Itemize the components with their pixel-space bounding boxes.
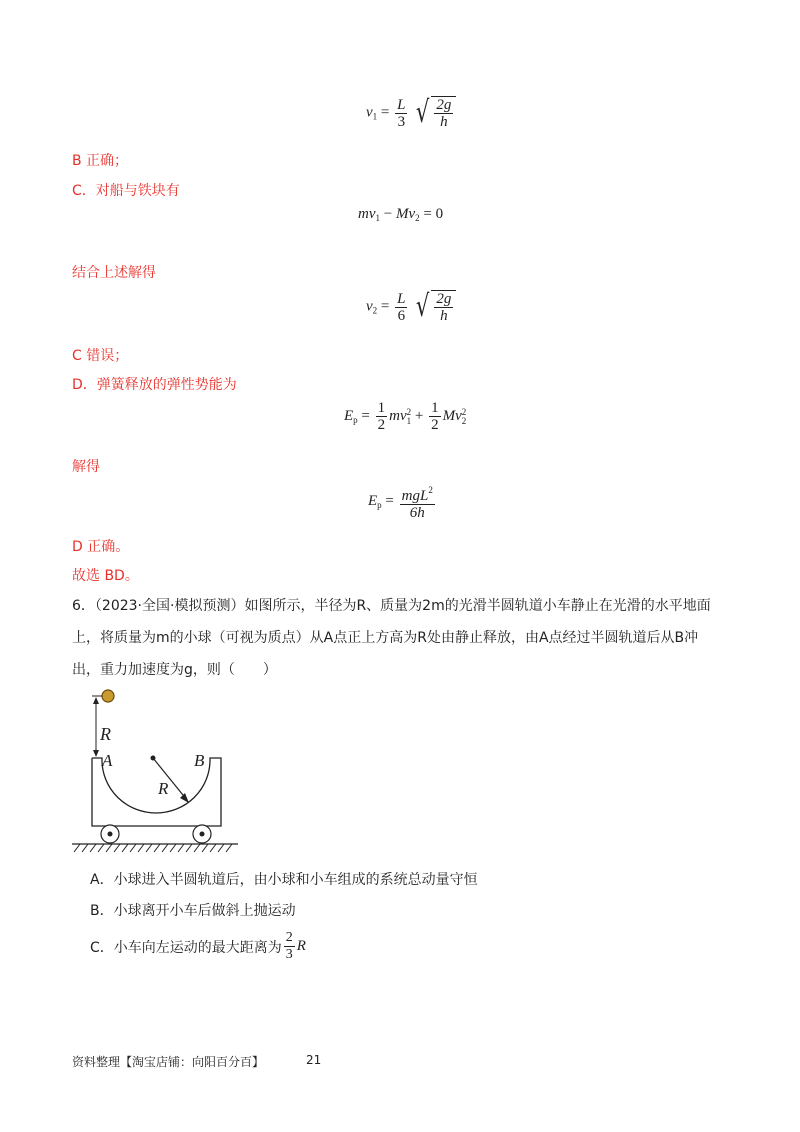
eq-en-half-1-num: 1 bbox=[377, 400, 386, 416]
eq-en-Mv: Mv bbox=[442, 407, 462, 424]
option-b: B．小球离开小车后做斜上抛运动 bbox=[90, 903, 296, 919]
option-c-fraction bbox=[284, 930, 295, 963]
eq-v1-sub: 1 bbox=[372, 111, 378, 122]
eq-v1-sqrt-den: h bbox=[440, 114, 448, 130]
eq-v2-sqrt-den: h bbox=[440, 308, 448, 324]
eq-en-v2-sub: 2 bbox=[461, 415, 467, 426]
eq-en-v2-sup: 2 bbox=[461, 406, 467, 417]
option-c-num: 2 bbox=[285, 930, 293, 945]
eq-v1-equals: = bbox=[380, 104, 390, 121]
eq-en-half-2 bbox=[429, 400, 441, 433]
line-answer: 故选 BD。 bbox=[72, 568, 139, 584]
option-c bbox=[90, 930, 306, 963]
eq-v2-lhs: v bbox=[366, 298, 373, 315]
eq-ep-E: E bbox=[368, 492, 378, 509]
ground-hatch bbox=[74, 844, 232, 852]
arrow-head-up bbox=[93, 697, 99, 704]
equation-ep bbox=[368, 482, 437, 521]
label-R-height: R bbox=[100, 724, 111, 744]
eq-v2-sub: 2 bbox=[372, 305, 378, 316]
ball bbox=[102, 690, 114, 702]
eq-v2-sqrt: √ $\frac{2g}{h}$ bbox=[413, 290, 456, 324]
cart-diagram bbox=[70, 682, 245, 857]
equation-v2 bbox=[366, 290, 456, 324]
eq-v1-fraction bbox=[395, 97, 407, 130]
eq-v1-sqrt: √ $\frac{2g}{h}$ bbox=[413, 96, 456, 130]
label-R-radius: R bbox=[158, 779, 169, 798]
line-combine: 结合上述解得 bbox=[72, 265, 156, 281]
eq-en-E: E bbox=[344, 407, 354, 424]
eq-ep-E-sub: p bbox=[377, 499, 382, 510]
eq-mom-v2-sub: 2 bbox=[415, 213, 420, 223]
eq-en-half-1-den: 2 bbox=[377, 417, 386, 433]
eq-v2-frac-den: 6 bbox=[397, 307, 406, 324]
option-c-var: R bbox=[296, 938, 306, 954]
eq-en-v1-sup: 2 bbox=[406, 406, 412, 417]
eq-v1-frac-num: L bbox=[397, 96, 406, 113]
eq-en-half-2-den: 2 bbox=[431, 417, 439, 433]
question-number: 6． bbox=[72, 598, 95, 614]
equation-energy bbox=[344, 400, 466, 433]
question-source: （2023·全国·模拟预测） bbox=[94, 598, 245, 614]
question-line-2: 上，将质量为m的小球（可视为质点）从A点正上方高为R处由静止释放，由A点经过半圆轨道后从B冲 bbox=[72, 630, 699, 646]
eq-en-half-1 bbox=[376, 400, 388, 433]
radius-arrow bbox=[180, 793, 189, 803]
eq-en-half-2-num: 1 bbox=[431, 400, 439, 416]
line-b-correct: B 正确； bbox=[72, 153, 129, 169]
eq-en-plus: + bbox=[411, 407, 428, 424]
eq-mom-M: M bbox=[395, 206, 409, 222]
eq-mom-m: m bbox=[358, 206, 369, 222]
eq-v1-lhs: v bbox=[366, 104, 373, 121]
option-c-den: 3 bbox=[285, 947, 293, 962]
eq-ep-num: mgL bbox=[401, 488, 429, 504]
label-B: B bbox=[194, 751, 205, 770]
eq-ep-fraction bbox=[400, 482, 435, 521]
page-number: 21 bbox=[306, 1053, 322, 1067]
line-c-wrong: C 错误； bbox=[72, 348, 129, 364]
footer-label: 资料整理【淘宝店铺：向阳百分百】 bbox=[72, 1055, 265, 1069]
eq-v1-sqrt-num: 2g bbox=[436, 97, 452, 113]
eq-mom-v1-sub: 1 bbox=[375, 213, 381, 223]
line-d-heading: D．弹簧释放的弹性势能为 bbox=[72, 377, 237, 393]
eq-v1-frac-den: 3 bbox=[397, 113, 406, 130]
equation-v1 bbox=[366, 96, 456, 130]
eq-en-v1-sub: 1 bbox=[406, 415, 412, 426]
option-c-text: C．小车向左运动的最大距离为 bbox=[90, 939, 282, 956]
question-6 bbox=[72, 590, 732, 686]
eq-en-mv: mv bbox=[389, 407, 407, 424]
eq-v2-equals: = bbox=[380, 298, 390, 315]
eq-v2-fraction bbox=[395, 291, 407, 324]
line-d-correct: D 正确。 bbox=[72, 539, 130, 555]
eq-ep-num-sup: 2 bbox=[428, 485, 433, 495]
label-A: A bbox=[102, 751, 113, 770]
eq-mom-v2: v bbox=[408, 206, 416, 222]
eq-v2-frac-num: L bbox=[397, 290, 406, 307]
question-line-1: 如图所示，半径为R、质量为2m的光滑半圆轨道小车静止在光滑的水平地面 bbox=[244, 598, 711, 614]
line-solve: 解得 bbox=[72, 459, 100, 475]
eq-mom-rhs: = 0 bbox=[419, 206, 444, 222]
eq-ep-equals: = bbox=[381, 492, 398, 509]
eq-en-equals: = bbox=[357, 407, 374, 424]
eq-mom-v1: v bbox=[368, 206, 376, 222]
eq-mom-minus: − bbox=[380, 206, 396, 222]
option-a: A．小球进入半圆轨道后，由小球和小车组成的系统总动量守恒 bbox=[90, 872, 478, 888]
eq-en-E-sub: p bbox=[353, 414, 358, 425]
eq-v2-sqrt-num: 2g bbox=[436, 291, 452, 307]
arrow-head-down bbox=[93, 750, 99, 757]
eq-ep-den: 6h bbox=[409, 505, 425, 521]
line-c-heading: C．对船与铁块有 bbox=[72, 183, 180, 199]
question-line-3: 出，重力加速度为g，则（ ） bbox=[72, 662, 277, 678]
equation-momentum bbox=[358, 206, 443, 223]
